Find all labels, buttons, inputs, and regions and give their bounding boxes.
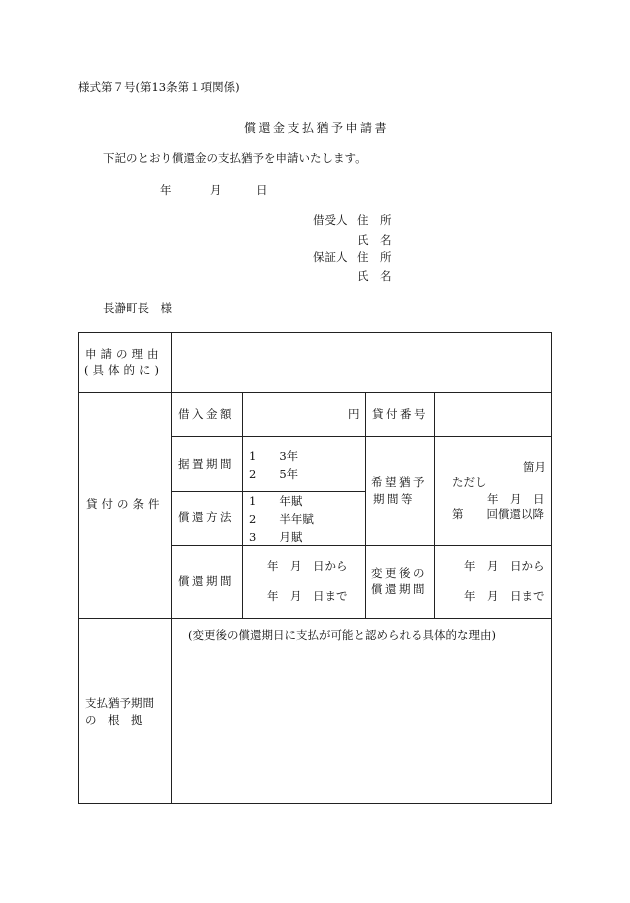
basis-input-area[interactable] [173,648,550,802]
basis-sublabel: の 根 拠 [85,713,143,727]
desired-proviso: ただし [452,475,487,489]
desired-period-sublabel: 期間等 [373,492,415,506]
deferment-option[interactable]: 2 5年 [249,467,299,481]
column-rule [242,392,243,618]
date-day: 日 [256,183,268,197]
changed-period-sublabel: 償還期間 [371,582,427,596]
row-rule [78,392,552,393]
column-rule [171,332,172,804]
changed-period-from: 年 月 日から [464,559,545,573]
repayment-method-option[interactable]: 2 半年賦 [249,512,314,526]
borrower-name-label: 氏 名 [357,233,392,247]
conditions-label: 貸付の条件 [86,497,164,511]
basis-note: (変更後の償還期日に支払が可能と認められる具体的な理由) [188,628,496,642]
loan-amount-label: 借入金額 [178,407,234,421]
reason-label: 申請の理由 [85,347,163,361]
borrower-address-label: 住 所 [357,213,392,227]
deferment-option[interactable]: 1 3年 [249,449,299,463]
reason-input-area[interactable] [173,334,550,391]
repayment-method-options [249,492,314,546]
loan-number-label: 貸付番号 [372,407,428,421]
repayment-method-option[interactable]: 3 月賦 [249,530,303,544]
repayment-period-from: 年 月 日から [267,559,348,573]
deferment-label: 据置期間 [178,457,234,471]
column-rule [434,392,435,618]
form-number: 様式第７号(第13条第１項関係) [78,80,240,94]
row-rule [171,545,552,546]
deferment-options [249,447,298,483]
repayment-period-label: 償還期間 [178,574,234,588]
date-year: 年 [160,183,172,197]
form-title: 償還金支払猶予申請書 [244,121,390,135]
guarantor-address-label: 住 所 [357,250,392,264]
changed-period-to: 年 月 日まで [464,589,545,603]
column-rule [365,392,366,618]
desired-date: 年 月 日 [487,492,545,506]
addressee: 長瀞町長 様 [103,301,172,315]
repayment-method-label: 償還方法 [178,510,234,524]
loan-amount-unit: 円 [348,407,360,421]
repayment-method-option[interactable]: 1 年賦 [249,494,303,508]
guarantor-role: 保証人 [313,250,348,264]
reason-sublabel: (具体的に) [84,363,163,377]
row-rule [78,618,552,619]
guarantor-name-label: 氏 名 [357,269,392,283]
desired-months: 箇月 [523,460,546,474]
basis-label: 支払猶予期間 [85,696,154,710]
repayment-period-to: 年 月 日まで [267,589,348,603]
intro-text: 下記のとおり償還金の支払猶予を申請いたします。 [103,151,367,165]
changed-period-label: 変更後の [371,566,427,580]
desired-installment: 第 回償還以降 [452,507,544,521]
loan-number-field[interactable] [436,394,550,435]
borrower-role: 借受人 [313,213,348,227]
loan-amount-field[interactable] [244,394,364,435]
desired-period-label: 希望猶予 [371,475,427,489]
date-month: 月 [210,183,222,197]
row-rule [171,436,552,437]
